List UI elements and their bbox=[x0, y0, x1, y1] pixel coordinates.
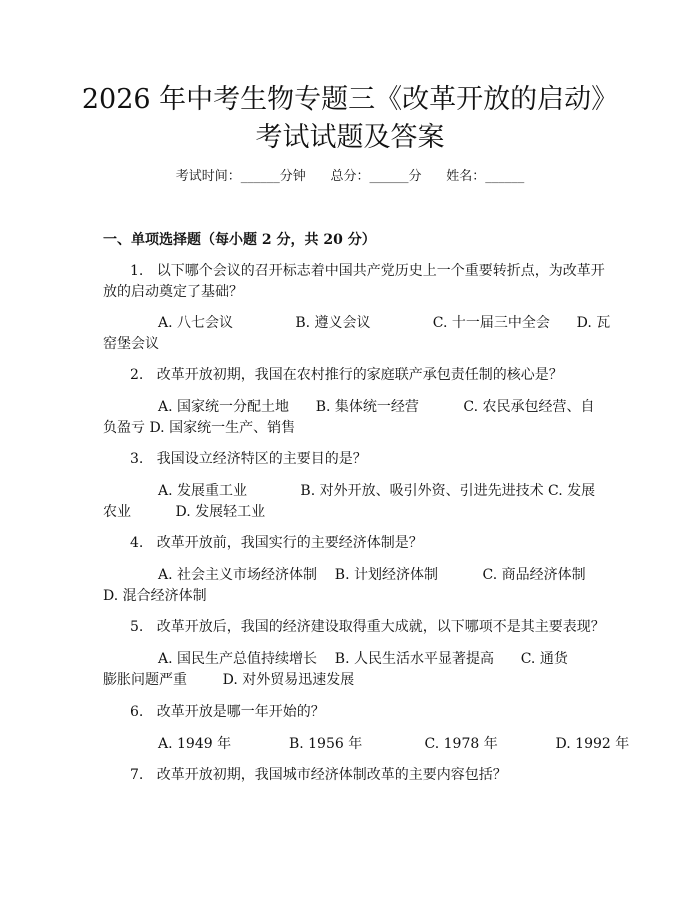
question-6-stem: 6. 改革开放是哪一年开始的？ bbox=[130, 704, 325, 720]
question-4-options-cont: D. 混合经济体制 bbox=[103, 588, 207, 604]
exam-info: 考试时间：______分钟 总分：______分 姓名：______ bbox=[175, 169, 525, 184]
question-1-options-cont: 窑堡会议 bbox=[103, 336, 159, 352]
question-1-stem-cont: 放的启动奠定了基础？ bbox=[103, 284, 243, 300]
question-5-options-cont: 膨胀问题严重 D. 对外贸易迅速发展 bbox=[103, 672, 355, 688]
page-title-line2: 考试试题及答案 bbox=[255, 122, 445, 153]
question-5-options: A. 国民生产总值持续增长 B. 人民生活水平显著提高 C. 通货 bbox=[158, 651, 568, 667]
question-3-stem: 3. 我国设立经济特区的主要目的是？ bbox=[130, 451, 367, 467]
question-2-options: A. 国家统一分配土地 B. 集体统一经营 C. 农民承包经营、自 bbox=[158, 399, 595, 415]
question-1-stem: 1. 以下哪个会议的召开标志着中国共产党历史上一个重要转折点，为改革开 bbox=[130, 263, 605, 279]
question-2-options-cont: 负盈亏 D. 国家统一生产、销售 bbox=[103, 420, 296, 436]
question-5-stem: 5. 改革开放后，我国的经济建设取得重大成就，以下哪项不是其主要表现？ bbox=[130, 619, 605, 635]
question-3-options: A. 发展重工业 B. 对外开放、吸引外资、引进先进技术 C. 发展 bbox=[158, 483, 596, 499]
question-4-stem: 4. 改革开放前，我国实行的主要经济体制是？ bbox=[130, 535, 423, 551]
question-3-options-cont: 农业 D. 发展轻工业 bbox=[103, 504, 266, 520]
question-6-options: A. 1949 年 B. 1956 年 C. 1978 年 D. 1992 年 bbox=[158, 736, 630, 752]
page-title-line1: 2026 年中考生物专题三《改革开放的启动》 bbox=[81, 84, 619, 115]
question-7-stem: 7. 改革开放初期，我国城市经济体制改革的主要内容包括？ bbox=[130, 767, 507, 783]
section-heading: 一、单项选择题（每小题 2 分，共 20 分） bbox=[103, 232, 376, 248]
question-1-options: A. 八七会议 B. 遵义会议 C. 十一届三中全会 D. 瓦 bbox=[158, 315, 611, 331]
question-2-stem: 2. 改革开放初期，我国在农村推行的家庭联产承包责任制的核心是？ bbox=[130, 367, 563, 383]
question-4-options: A. 社会主义市场经济体制 B. 计划经济体制 C. 商品经济体制 bbox=[158, 567, 586, 583]
